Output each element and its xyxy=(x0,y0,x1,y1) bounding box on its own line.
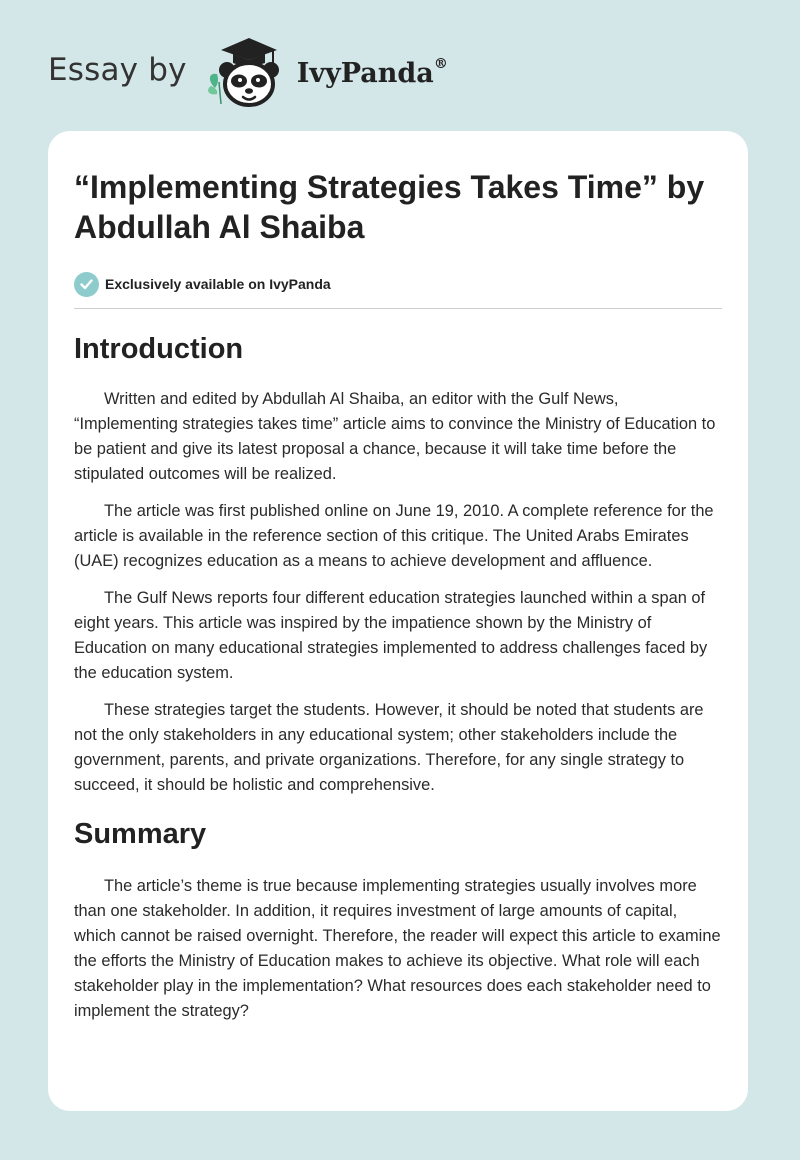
registered-mark: ® xyxy=(433,55,448,72)
paragraph: The article’s theme is true because implementing strategies usually involves more than one stakeholder. In addition, it requires investment of large amounts of capital, which cannot be raised overnight. Therefore, the reader will expect this article to examine the efforts the Ministry of Education makes to achieve its objective. What role will each stakeholder play in the implementation? What resources does each stakeholder need to implement the strategy? xyxy=(74,877,721,1020)
paragraph: The article was first published online on June 19, 2010. A complete reference for the article is available in the reference section of this critique. The United Arabs Emirates (UAE) recognizes education as a means to achieve development and affluence. xyxy=(74,502,714,570)
essay-content xyxy=(74,167,722,1036)
essay-title: “Implementing Strategies Takes Time” by Abdullah Al Shaiba xyxy=(74,169,705,245)
paragraph: The Gulf News reports four different education strategies launched within a span of eight years. This article was inspired by the impatience shown by the Ministry of Education on many educational strategies implemented to address challenges faced by the education system. xyxy=(74,589,708,682)
leaf-icon xyxy=(208,74,221,104)
essay-by-label: Essay by xyxy=(48,52,187,88)
site-header xyxy=(48,36,448,108)
brand-text: IvyPanda xyxy=(296,57,434,89)
paragraph: These strategies target the students. However, it should be noted that students are not the only stakeholders in any educational system; other stakeholders include the government, parents, and private organizations. Therefore, for any single strategy to succeed, it should be holistic and comprehensive. xyxy=(74,701,704,794)
brand-name[interactable] xyxy=(296,55,448,89)
exclusive-badge xyxy=(74,271,722,297)
paragraph: Written and edited by Abdullah Al Shaiba, an editor with the Gulf News, “Implementing strategies takes time” article aims to convince the Ministry of Education to be patient and give its latest proposal a chance, because it will take time before the stipulated outcomes will be realized. xyxy=(74,390,716,483)
panda-logo-icon[interactable] xyxy=(201,36,293,108)
divider xyxy=(74,308,722,309)
exclusive-badge-text: Exclusively available on IvyPanda xyxy=(105,276,331,292)
section-heading-introduction: Introduction xyxy=(74,333,244,365)
essay-card xyxy=(48,131,748,1111)
check-icon xyxy=(74,272,99,297)
section-heading-summary: Summary xyxy=(74,818,207,850)
